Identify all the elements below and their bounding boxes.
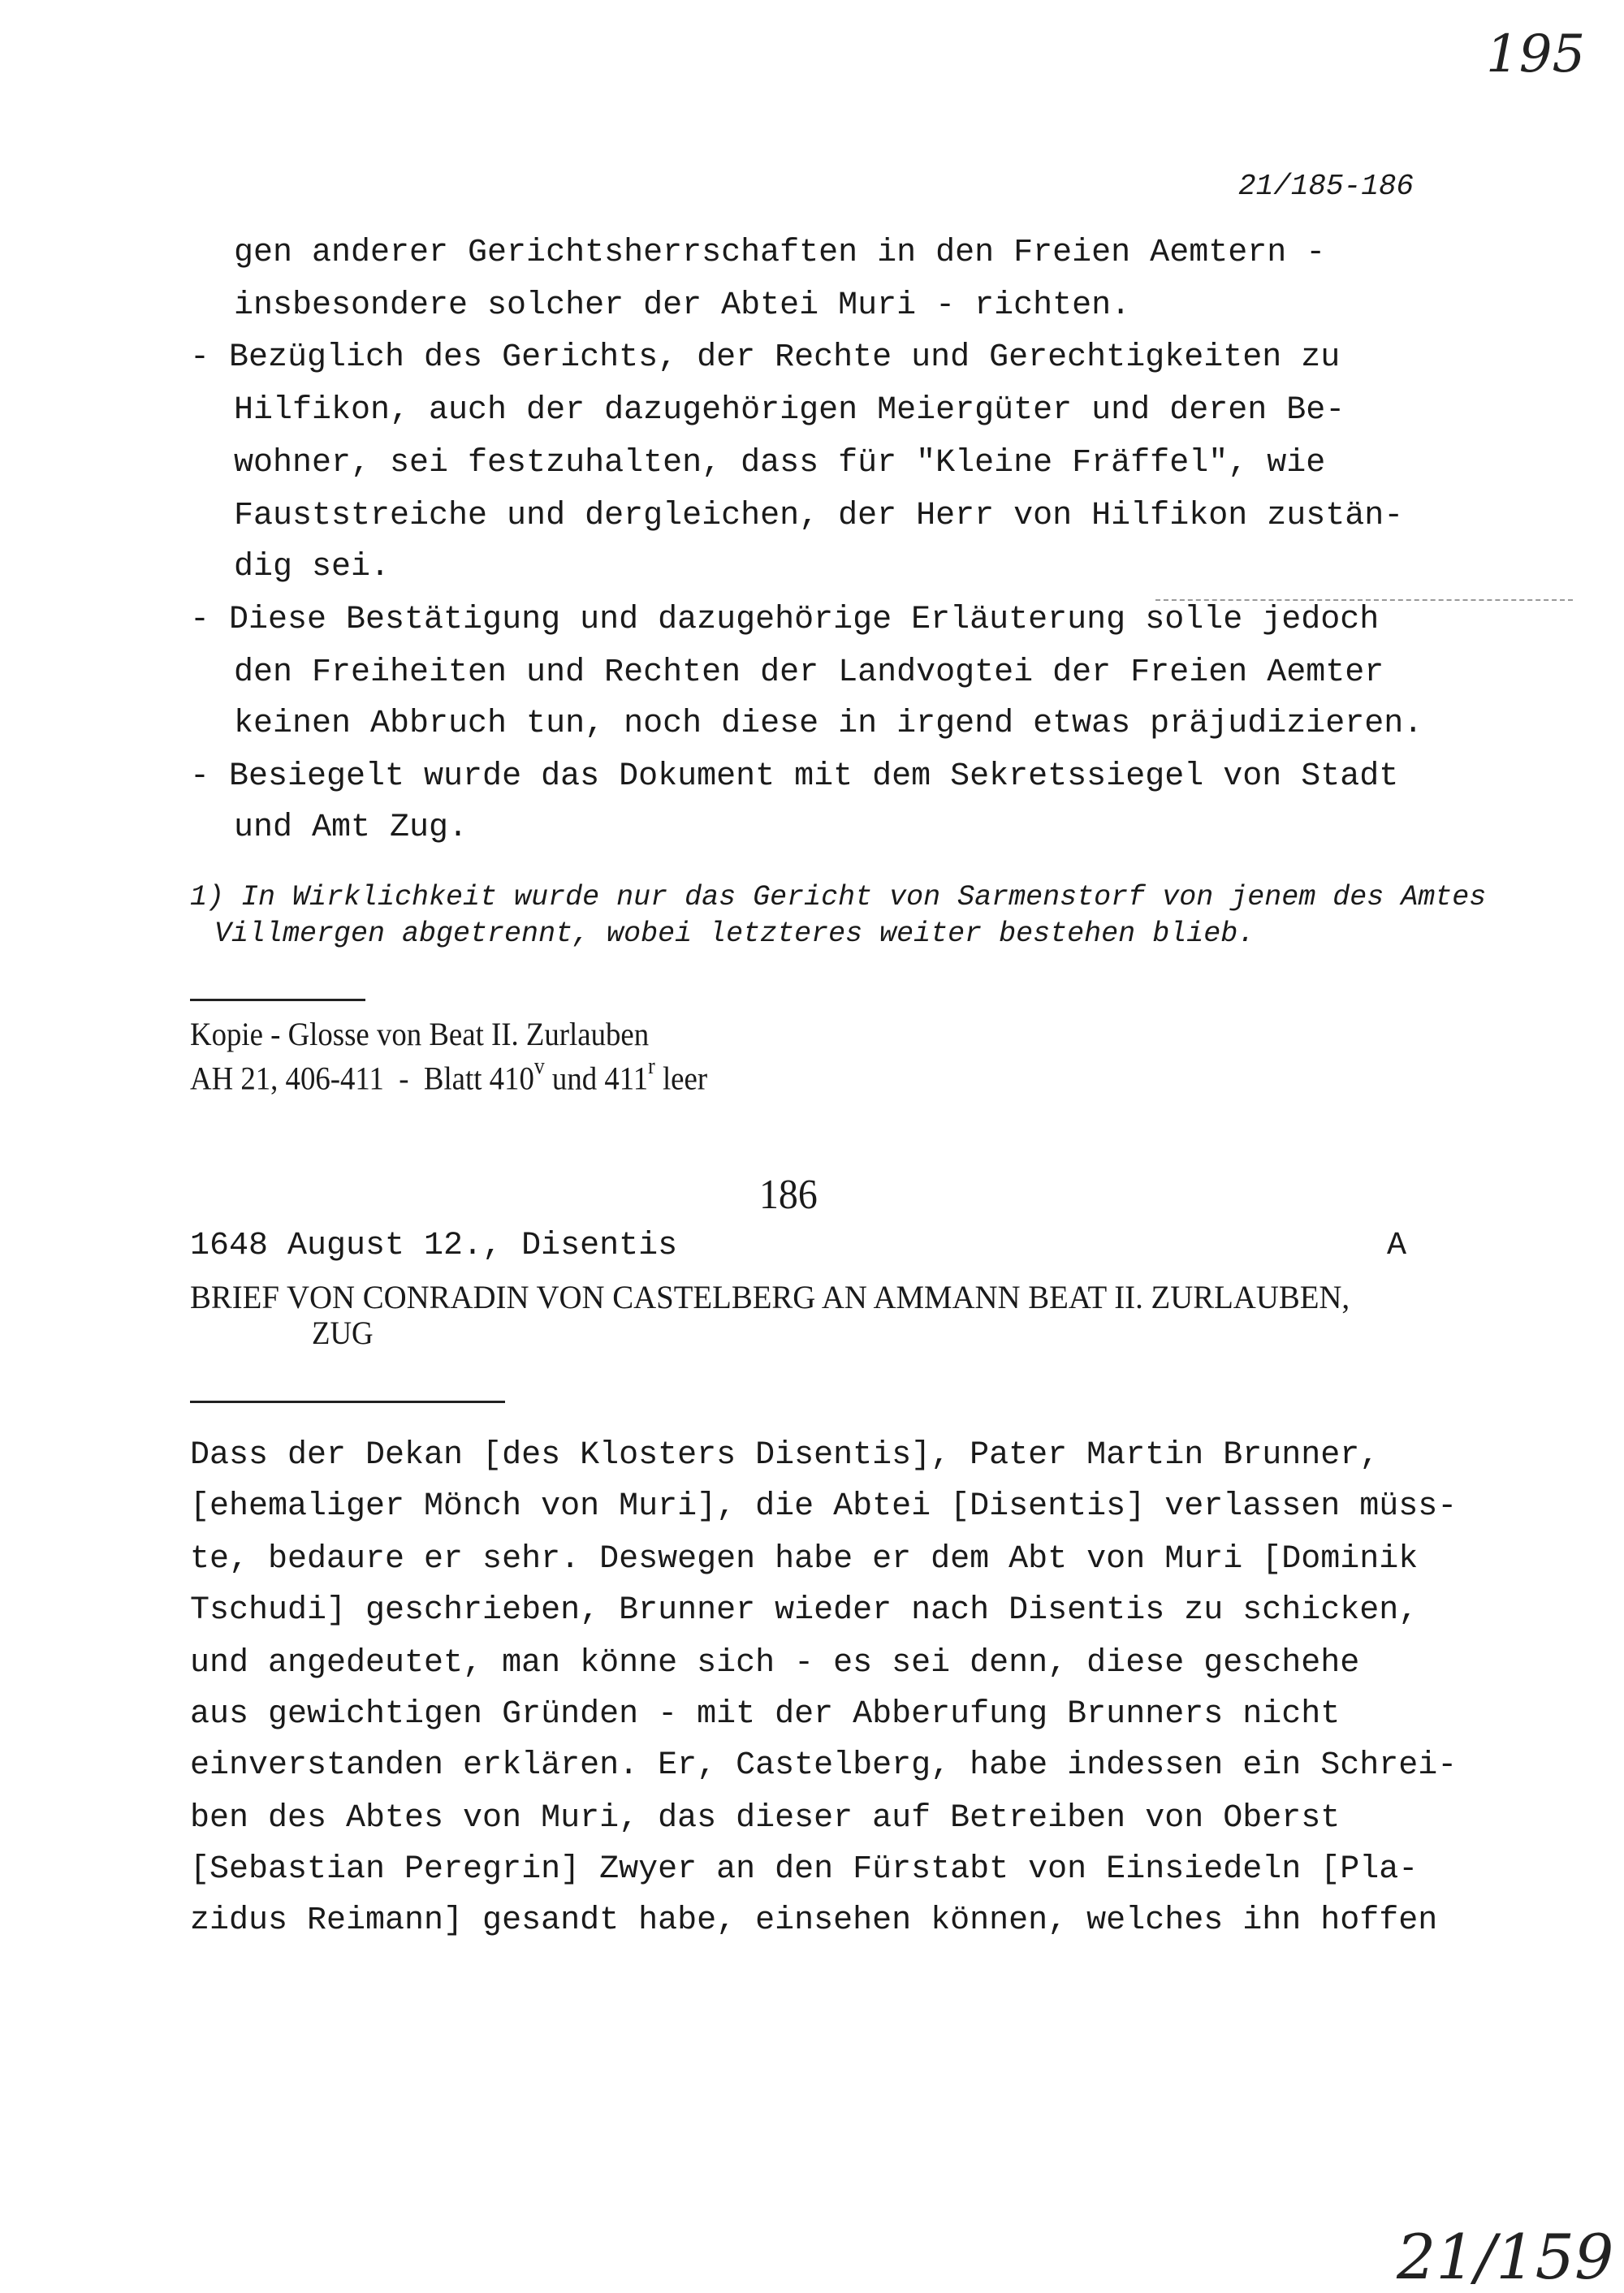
archive-ref-text: AH 21, 406-411 - Blatt 410 (190, 1060, 534, 1097)
entry-title: BRIEF VON CONRADIN VON CASTELBERG AN AMMANN BEAT II. ZURLAUBEN, (190, 1279, 1350, 1315)
text-line: und angedeutet, man könne sich - es sei denn, diese geschehe (190, 1645, 1360, 1682)
date-place: 1648 August 12., Disentis (190, 1228, 678, 1264)
text-line: insbesondere solcher der Abtei Muri - richten. (234, 287, 1131, 324)
text-line: ben des Abtes von Muri, das dieser auf Betreiben von Oberst (190, 1800, 1341, 1837)
archive-ref-text: und 411 (544, 1060, 649, 1097)
text-line: wohner, sei festzuhalten, dass für "Kleine Fräffel", wie (234, 445, 1326, 481)
archive-ref-text: leer (654, 1060, 708, 1097)
text-line: - Diese Bestätigung und dazugehörige Erläuterung solle jedoch (190, 602, 1380, 638)
handwritten-folio-bottom: 21/159 (1397, 2221, 1614, 2293)
text-line: den Freiheiten und Rechten der Landvogtei der Freien Aemter (234, 654, 1384, 691)
source-note: Kopie - Glosse von Beat II. Zurlauben (190, 1016, 650, 1052)
separator-rule (190, 1401, 505, 1403)
scan-artifact-line (1155, 599, 1573, 601)
text-line: - Besiegelt wurde das Dokument mit dem Sekretssiegel von Stadt (190, 758, 1399, 795)
text-line: zidus Reimann] gesandt habe, einsehen können, welches ihn hoffen (190, 1902, 1438, 1939)
text-line: [ehemaliger Mönch von Muri], die Abtei [Disentis] verlassen müss- (190, 1488, 1458, 1525)
text-line: Hilfikon, auch der dazugehörigen Meiergüter und deren Be- (234, 392, 1345, 429)
footnote-line: 1) In Wirklichkeit wurde nur das Gericht von Sarmenstorf von jenem des Amtes (190, 881, 1487, 913)
text-line: te, bedaure er sehr. Deswegen habe er dem Abt von Muri [Dominik (190, 1541, 1419, 1578)
text-line: - Bezüglich des Gerichts, der Rechte und Gerechtigkeiten zu (190, 339, 1341, 376)
text-line: gen anderer Gerichtsherrschaften in den Freien Aemtern - (234, 235, 1326, 271)
text-line: Fauststreiche und dergleichen, der Herr von Hilfikon zustän- (234, 498, 1404, 534)
reference-number: 21/185-186 (1238, 170, 1415, 203)
text-line: [Sebastian Peregrin] Zwyer an den Fürstabt von Einsiedeln [Pla- (190, 1851, 1419, 1888)
text-line: aus gewichtigen Gründen - mit der Abberufung Brunners nicht (190, 1696, 1341, 1733)
handwritten-folio-number: 195 (1486, 24, 1586, 84)
text-line: Tschudi] geschrieben, Brunner wieder nach Disentis zu schicken, (190, 1592, 1419, 1629)
separator-rule (190, 999, 365, 1001)
text-line: und Amt Zug. (234, 810, 469, 846)
entry-type: A (1387, 1228, 1407, 1264)
recto-mark: r (648, 1054, 655, 1079)
text-line: Dass der Dekan [des Klosters Disentis], Pater Martin Brunner, (190, 1437, 1380, 1474)
text-line: keinen Abbruch tun, noch diese in irgend etwas präjudizieren. (234, 706, 1423, 742)
footnote-line: Villmergen abgetrennt, wobei letzteres weiter bestehen blieb. (214, 918, 1255, 950)
text-line: dig sei. (234, 549, 391, 585)
entry-title-cont: ZUG (312, 1315, 374, 1351)
text-line: einverstanden erklären. Er, Castelberg, habe indessen ein Schrei- (190, 1747, 1458, 1784)
verso-mark: v (533, 1054, 545, 1079)
entry-number: 186 (759, 1172, 818, 1218)
archive-reference (190, 1056, 707, 1095)
